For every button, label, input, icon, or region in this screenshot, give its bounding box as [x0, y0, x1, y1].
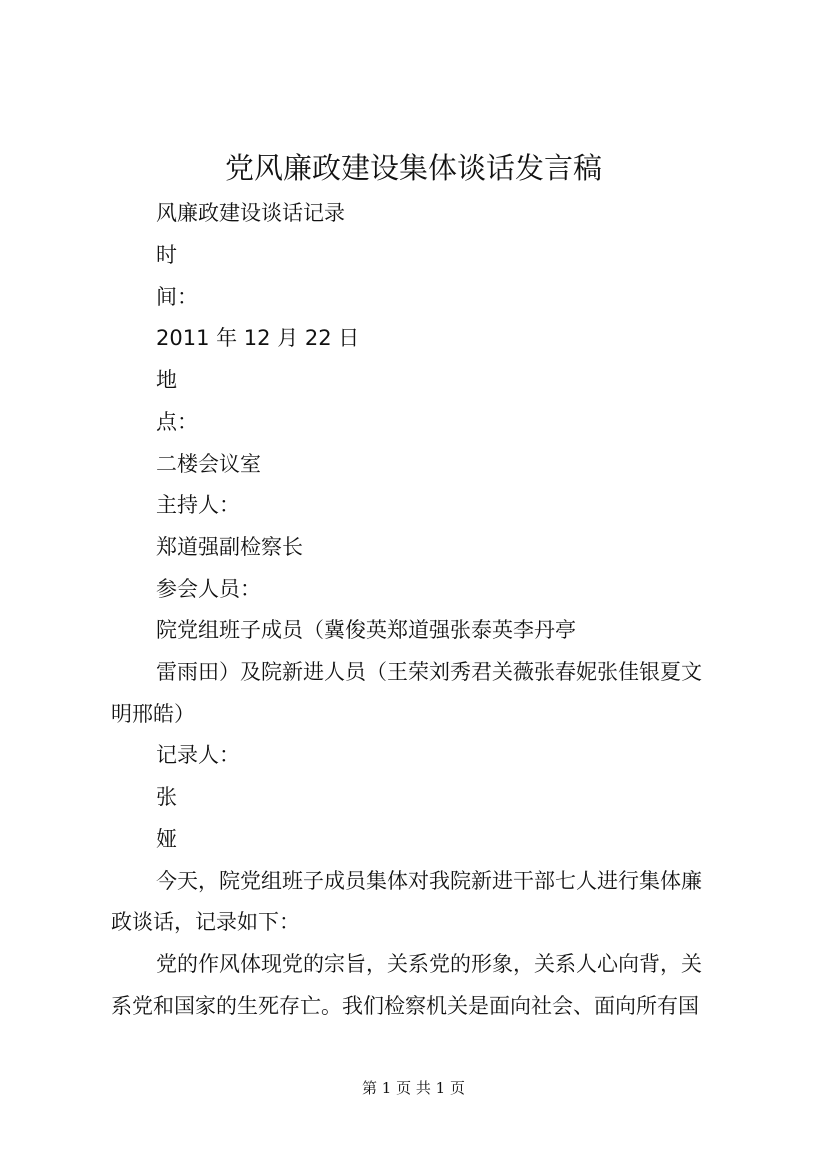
- text-line-recorder-char-1: 张: [156, 785, 177, 809]
- text-line-date: 2011 年 12 月 22 日: [156, 326, 360, 350]
- text-line-record-heading: 风廉政建设谈话记录: [156, 201, 345, 225]
- document-title: 党风廉政建设集体谈话发言稿: [224, 151, 602, 185]
- text-line-paragraph-2b: 系党和国家的生死存亡。我们检察机关是面向社会、面向所有国: [111, 994, 699, 1018]
- text-line-time-char-2: 间：: [156, 285, 198, 309]
- text-line-place-char-1: 地: [156, 368, 177, 392]
- text-line-attendees-label: 参会人员：: [156, 577, 261, 601]
- text-line-attendees-3: 明邢皓）: [111, 702, 195, 726]
- text-line-host-label: 主持人：: [156, 493, 240, 517]
- text-line-recorder-char-2: 娅: [156, 827, 177, 851]
- text-line-place-char-2: 点：: [156, 410, 198, 434]
- text-line-attendees-1: 院党组班子成员（冀俊英郑道强张泰英李丹亭: [156, 618, 576, 642]
- text-line-location: 二楼会议室: [156, 452, 261, 476]
- page-footer: 第 1 页 共 1 页: [362, 1079, 465, 1097]
- text-line-attendees-2: 雷雨田）及院新进人员（王荣刘秀君关薇张春妮张佳银夏文: [156, 660, 702, 684]
- text-line-paragraph-1b: 政谈话，记录如下：: [111, 910, 300, 934]
- text-line-time-char-1: 时: [156, 243, 177, 267]
- text-line-recorder-label: 记录人：: [156, 743, 240, 767]
- text-line-paragraph-2a: 党的作风体现党的宗旨，关系党的形象，关系人心向背，关: [156, 952, 702, 976]
- text-line-paragraph-1a: 今天，院党组班子成员集体对我院新进干部七人进行集体廉: [156, 869, 702, 893]
- text-line-host-name: 郑道强副检察长: [156, 535, 303, 559]
